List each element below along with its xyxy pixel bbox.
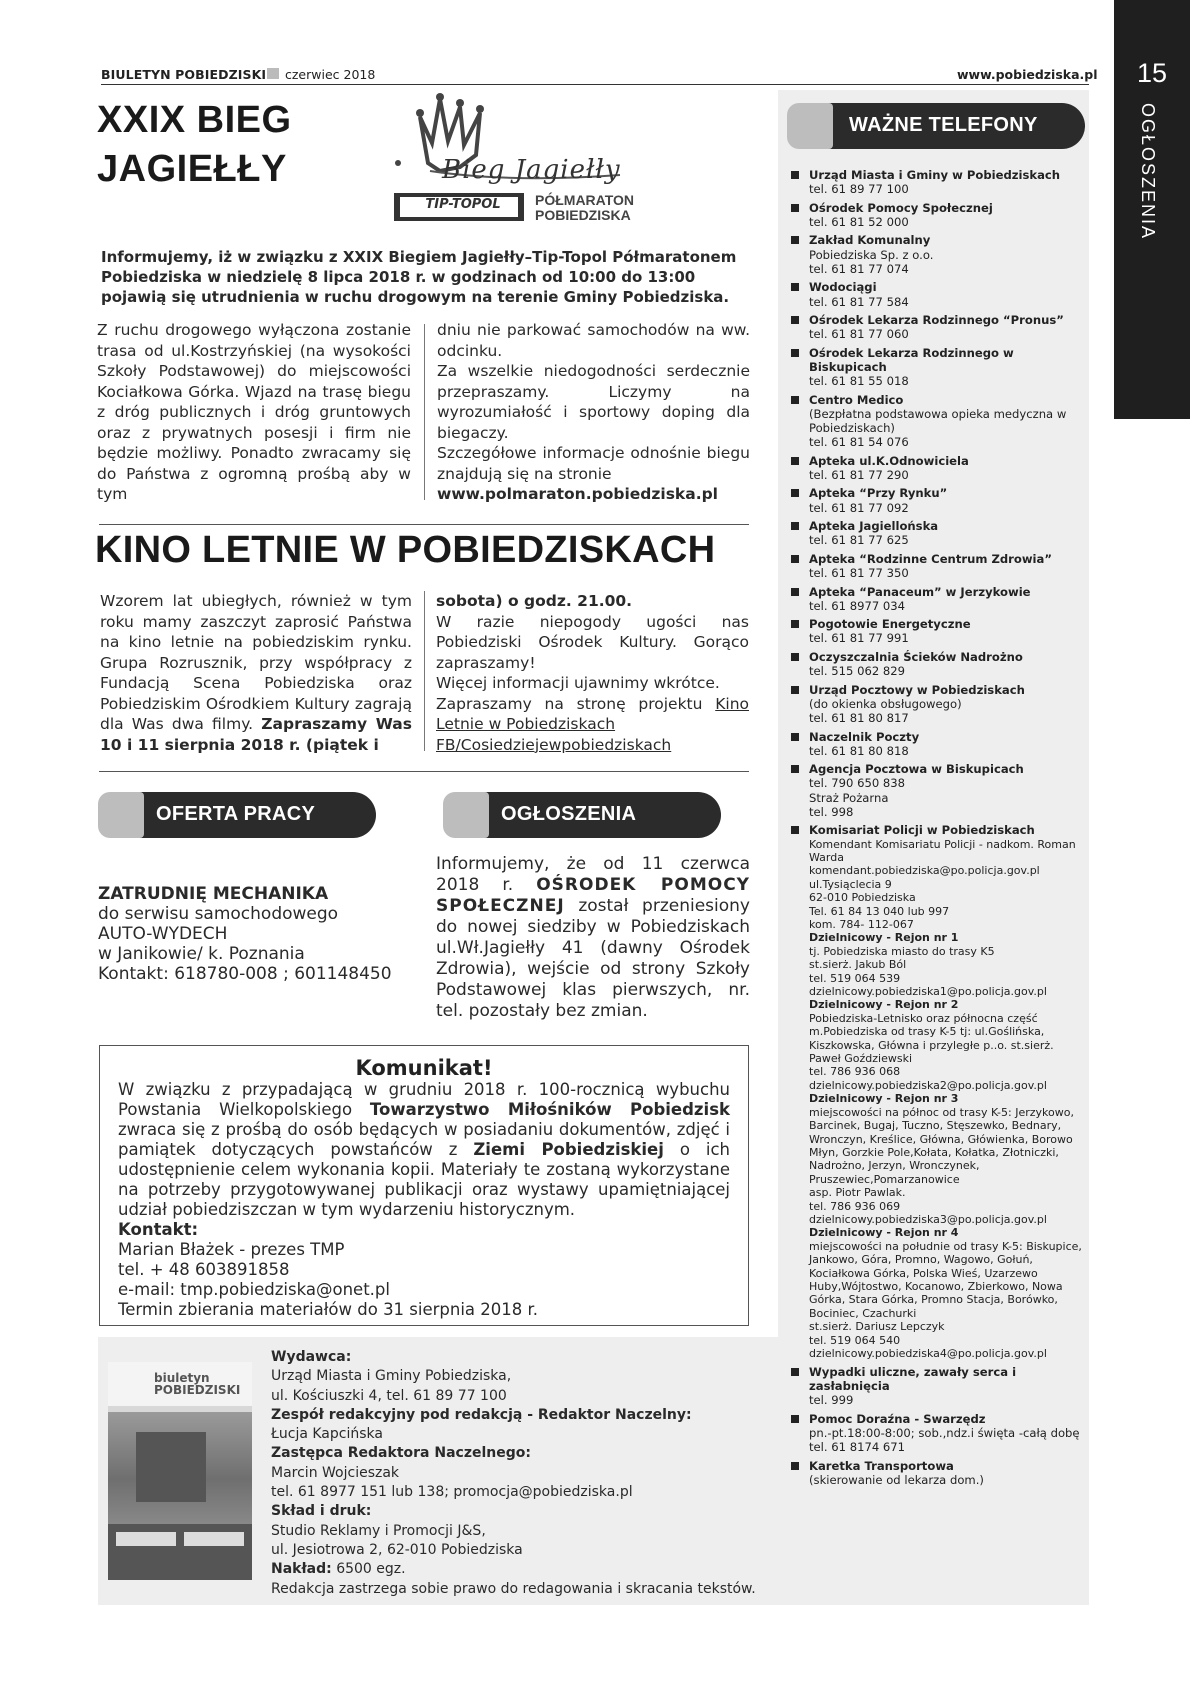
phone-entry-name: Agencja Pocztowa w Biskupicach <box>809 762 1024 777</box>
bieg-col2-a: dniu nie parkować samochodów na ww. odcinku. <box>437 321 750 360</box>
komunikat-p2-bold: Ziemi Pobiedziskiej <box>473 1140 664 1159</box>
bullet-icon <box>791 1462 799 1470</box>
phone-entry-line: asp. Piotr Pawlak. <box>809 1186 906 1200</box>
ogloszenia-header <box>443 792 721 838</box>
phone-entry-line: tel. 61 81 52 000 <box>809 214 909 229</box>
ogloszenia-text-c: nr. tel. pozostały bez zmian. <box>436 980 750 1021</box>
phone-entry-name: Ośrodek Lekarza Rodzinnego “Pronus” <box>809 313 1064 328</box>
imp-l3: ul. Kościuszki 4, tel. 61 89 77 100 <box>271 1387 507 1404</box>
phone-list-item <box>788 346 1083 389</box>
phone-entry-line: tel. 61 81 80 818 <box>809 743 909 758</box>
phone-entry-line: (skierowanie od lekarza dom.) <box>809 1472 984 1487</box>
phone-entry-line: st.sierż. Jakub Ból <box>809 958 907 972</box>
kino-col2-c: Zapraszamy na stronę projektu <box>436 694 703 713</box>
impressum-box <box>98 1337 778 1605</box>
phone-entry-line: miejscowości na północ od trasy K-5: Jerzykowo, Barcinek, Bugaj, Tuczno, Stęszewko, Bednary, Wronczyn, Kreślice, Główna, Główienka, Borowo Młyn, Gorzkie Pole,Kołata, Kołatka, Złotniczki, Nadrożno, Jerzyn, Wronczynek, Pruszewiec,Pomarzanowice <box>809 1105 1074 1186</box>
phone-entry-name: Urząd Miasta i Gminy w Pobiedziskach <box>809 168 1061 182</box>
bieg-col2-c: Szczegółowe informacje odnośnie biegu znajdują się na stronie <box>437 444 750 483</box>
cover-block <box>184 1532 244 1546</box>
logo-sub1: PÓŁMARATON <box>535 192 635 208</box>
cover-block <box>116 1532 176 1546</box>
bullet-icon <box>791 283 799 291</box>
bullet-icon <box>791 588 799 596</box>
phone-entry-line: tel. 999 <box>809 1393 854 1408</box>
oferta-header <box>98 792 376 838</box>
kino-col1-text: Wzorem lat ubiegłych, również w tym roku mamy zaszczyt zaprosić Państwa na kino letnie na pobiedziskim rynku. Grupa Rozrusznik, przy współpracy z Fundacją Scena Pobiedziska oraz Pobiedziskim Ośrodkiem Kultury zagrają dla Was dwa filmy. <box>100 592 412 733</box>
phone-entry-line: kom. 784- 112-067 <box>809 918 914 932</box>
header-square <box>443 792 489 838</box>
section-label: OGŁOSZENIA <box>1138 103 1158 241</box>
phone-entry-line: Dzielnicowy - Rejon nr 2 <box>809 998 959 1012</box>
bullet-icon <box>791 1415 799 1423</box>
phone-entry-line: Dzielnicowy - Rejon nr 1 <box>809 931 959 945</box>
phone-entry-name: Apteka “Panaceum” w Jerzykowie <box>809 584 1031 599</box>
phone-entry-line: tel. 519 064 540 <box>809 1333 901 1347</box>
phone-entry-line: Komendant Komisariatu Policji - nadkom. Roman Warda <box>809 837 1076 864</box>
phone-entry-line: Tel. 61 84 13 040 lub 997 <box>809 904 950 918</box>
phone-entry-name: Komisariat Policji w Pobiedziskach <box>809 823 1035 838</box>
ogloszenia-text-b: został przeniesiony do nowej siedziby w Pobiedziskach ul.Wł.Jagiełły 41 (dawny Ośrodek Zdrowia), wejście od strony Szkoły Podstawowej klas pierwszych, <box>436 896 750 1000</box>
komunikat-contact2: tel. + 48 603891858 <box>118 1260 290 1279</box>
phone-entry-line: tel. 998 <box>809 804 854 819</box>
phone-entry-line: Pobiedziska Sp. z o.o. <box>809 247 934 262</box>
phone-entry-name: Urząd Pocztowy w Pobiedziskach <box>809 682 1025 697</box>
komunikat-p1-bold: Towarzystwo Miłośników Pobiedzisk <box>369 1100 730 1119</box>
phone-entry-name: Apteka “Przy Rynku” <box>809 486 948 501</box>
bieg-title-line2: JAGIEŁŁY <box>97 148 287 190</box>
bullet-icon <box>791 457 799 465</box>
bulletin-title: BIULETYN POBIEDZISKI <box>101 67 267 82</box>
komunikat-contact3[interactable]: e-mail: tmp.pobiedziska@onet.pl <box>118 1280 390 1299</box>
logo-subtitle <box>535 193 634 223</box>
phone-list-item <box>788 168 1083 196</box>
bieg-title <box>97 96 292 194</box>
logo-sponsor: TIP-TOPOL <box>425 197 501 212</box>
website-url[interactable]: www.pobiedziska.pl <box>957 67 1098 82</box>
phone-list-item <box>788 201 1083 229</box>
kino-col1 <box>100 591 412 755</box>
phone-list-item <box>788 683 1083 726</box>
oferta-line2: do serwisu samochodowego <box>98 904 339 924</box>
phone-entry-name: Oczyszczalnia Ścieków Nadrożno <box>809 649 1023 664</box>
imp-l12b: 6500 egz. <box>331 1561 406 1578</box>
komunikat-contact4: Termin zbierania materiałów do 31 sierpnia 2018 r. <box>118 1300 539 1319</box>
bullet-icon <box>791 171 799 179</box>
phone-list-item <box>788 1459 1083 1487</box>
phone-entry-line: tel. 61 81 77 625 <box>809 533 909 548</box>
imp-l7: Marcin Wojcieszak <box>271 1464 400 1481</box>
phone-entry-name: Wypadki uliczne, zawały serca i zasłabnięcia <box>809 1364 1017 1393</box>
phone-entry-line: tel. 61 81 77 074 <box>809 261 909 276</box>
ogloszenia-header-label: OGŁOSZENIA <box>501 803 637 825</box>
imp-l4: Zespół redakcyjny pod redakcją - Redaktor Naczelny: <box>271 1406 692 1423</box>
imp-l11: ul. Jesiotrowa 2, 62-010 Pobiedziska <box>271 1541 523 1558</box>
page-number: 15 <box>1136 58 1168 88</box>
phone-entry-line: tel. 515 062 829 <box>809 664 906 679</box>
phone-entry-line: tel. 61 81 77 092 <box>809 500 909 515</box>
phone-entry-line[interactable]: komendant.pobiedziska@po.policja.gov.pl <box>809 864 1040 878</box>
phone-entry-name: Apteka ul.K.Odnowiciela <box>809 453 969 468</box>
imp-l6: Zastępca Redaktora Naczelnego: <box>271 1445 531 1462</box>
bullet-icon <box>791 204 799 212</box>
kino-col2-bold: sobota) o godz. 21.00. <box>436 592 633 610</box>
phone-list-item <box>788 730 1083 758</box>
phone-entry-line: tel. 786 936 069 <box>809 1199 901 1213</box>
imp-l8: tel. 61 8977 151 lub 138; promocja@pobiedziska.pl <box>271 1484 633 1501</box>
column-divider <box>424 324 425 500</box>
bieg-col1: Z ruchu drogowego wyłączona zostanie trasa od ul.Kostrzyńskiej (na wysokości Szkoły Podstawowej) do miejscowości Kociałkowa Górka. Wjazd na trasę biegu z dróg publicznych i dróg gruntowych oraz z prywatnych posesji i firm nie będzie możliwy. Ponadto zwracamy się do Państwa z ogromną prośbą aby w tym <box>97 321 411 503</box>
logo-script: Bieg Jagiełły <box>442 155 621 185</box>
phone-entry-line: tel. 61 89 77 100 <box>809 182 909 197</box>
phone-entry-name: Ośrodek Pomocy Społecznej <box>809 200 993 215</box>
phone-entry-name: Wodociągi <box>809 280 877 295</box>
oferta-line5: Kontakt: 618780-008 ; 601148450 <box>98 964 392 984</box>
imp-l5: Łucja Kapcińska <box>271 1426 383 1443</box>
cover-title: biuletyn POBIEDZISKI <box>154 1371 241 1397</box>
imp-l2: Urząd Miasta i Gminy Pobiedziska, <box>271 1368 512 1385</box>
phone-list-item <box>788 486 1083 514</box>
phone-entry-line[interactable]: dzielnicowy.pobiedziska2@po.policja.gov.pl <box>809 1078 1047 1092</box>
bullet-icon <box>791 765 799 773</box>
phone-entry-line: tel. 61 8977 034 <box>809 598 906 613</box>
komunikat-p2: zwraca się z prośbą do osób będących w posiadaniu dokumentów, zdjęć i pamiątek dotyczących powstańców z <box>118 1120 730 1159</box>
phone-entry-line: tel. 61 81 77 290 <box>809 467 909 482</box>
header-square <box>98 792 144 838</box>
phone-entry-line[interactable]: dzielnicowy.pobiedziska1@po.policja.gov.pl <box>809 985 1047 999</box>
phone-list-item <box>788 617 1083 645</box>
ogloszenia-body <box>436 854 750 1022</box>
important-phones-box <box>778 90 1089 1605</box>
kino-rule-bottom <box>99 771 749 772</box>
oferta-header-label: OFERTA PRACY <box>156 803 316 825</box>
phone-entry-line[interactable]: dzielnicowy.pobiedziska3@po.policja.gov.pl <box>809 1212 1047 1226</box>
bullet-icon <box>791 826 799 834</box>
bieg-title-line1: XXIX BIEG <box>97 99 292 141</box>
bullet-icon <box>791 349 799 357</box>
cover-building <box>136 1432 206 1502</box>
logo-sub2: POBIEDZISKA <box>535 207 631 223</box>
phone-entry-name: Zakład Komunalny <box>809 233 931 248</box>
bieg-col2-b: Za wszelkie niedogodności serdecznie przepraszamy. Liczymy na wyrozumiałość i sportowy doping dla biegaczy. <box>437 362 750 442</box>
phone-entry-line: Dzielnicowy - Rejon nr 4 <box>809 1226 959 1240</box>
phone-entry-line: (do okienka obsługowego) <box>809 696 962 711</box>
phone-entry-line[interactable]: dzielnicowy.pobiedziska4@po.policja.gov.pl <box>809 1347 1047 1361</box>
bullet-icon <box>791 316 799 324</box>
phone-entry-name: Pogotowie Energetyczne <box>809 617 971 632</box>
bieg-lead: Informujemy, iż w związku z XXIX Biegiem Jagiełły–Tip-Topol Półmaratonem Pobiedziska w niedzielę 8 lipca 2018 r. w godzinach od 10:00 do 13:00 pojawią się utrudnienia w ruchu drogowym na terenie Gminy Pobiedziska. <box>101 248 737 306</box>
telefony-header <box>787 103 1085 149</box>
kino-col2-b: Więcej informacji ujawnimy wkrótce. <box>436 674 720 692</box>
phone-entry-line: (Bezpłatna podstawowa opieka medyczna w Pobiedziskach) <box>809 406 1067 436</box>
phone-entry-line: tel. 61 81 77 991 <box>809 631 909 646</box>
phone-entry-line: tel. 61 81 80 817 <box>809 711 909 726</box>
phone-list-item <box>788 650 1083 678</box>
kino-col2 <box>436 591 749 755</box>
section-tab <box>1114 0 1190 419</box>
ogloszenia-bold: OŚRODEK POMOCY SPOŁECZNEJ <box>436 875 750 916</box>
phone-entry-line: tel. 61 81 54 076 <box>809 435 909 450</box>
komunikat-p3: o ich udostępnienie celem wykonania kopii. Materiały te zostaną wykorzystane na potrzeby przygotowywanej publikacji oraz wystawy upamiętniającej udział pobiedziszczan w tym wydarzeniu historycznym. <box>118 1140 731 1219</box>
phone-entry-line: tel. 790 650 838 <box>809 776 906 791</box>
imp-l12a: Nakład: <box>271 1561 332 1578</box>
phone-entry-line: st.sierż. Dariusz Lepczyk <box>809 1320 945 1334</box>
komunikat-contact-label: Kontakt: <box>118 1220 199 1239</box>
phone-list-item <box>788 280 1083 308</box>
phone-entry-name: Ośrodek Lekarza Rodzinnego w Biskupicach <box>809 345 1014 374</box>
bullet-icon <box>791 555 799 563</box>
phone-entry-line: miejscowości na południe od trasy K-5: Biskupice, Jankowo, Góra, Promno, Wagowo, Gołuń, Kociałkowa Górka, Polska Wieś, Uzarzewo Huby,Wójtostwo, Kocanowo, Zbierkowo, Nowa Górka, Stara Górka, Promno Stacja, Borówko, Bociniec, Czachurki <box>809 1239 1082 1320</box>
phone-list-item <box>788 585 1083 613</box>
phone-list-item <box>788 552 1083 580</box>
phone-entry-line: tel. 61 8174 671 <box>809 1440 906 1455</box>
phone-entry-name: Pomoc Doraźna - Swarzędz <box>809 1411 986 1426</box>
imp-l1: Wydawca: <box>271 1349 352 1365</box>
polmaraton-link[interactable]: www.polmaraton.pobiedziska.pl <box>437 485 718 503</box>
phone-list-item <box>788 519 1083 547</box>
phone-list-item <box>788 823 1083 1360</box>
bullet-icon <box>791 489 799 497</box>
phone-entry-line: tel. 61 81 77 060 <box>809 327 909 342</box>
phone-entry-line: ul.Tysiąclecia 9 <box>809 877 892 891</box>
phone-entry-line: Straż Pożarna <box>809 790 889 805</box>
header-square <box>787 103 833 149</box>
kino-col1-bold: Zapraszamy Was 10 i 11 sierpnia 2018 r. (piątek i <box>100 715 412 754</box>
issue-date: czerwiec 2018 <box>285 67 376 82</box>
bulletin-cover-image <box>108 1362 252 1580</box>
phone-list-item <box>788 313 1083 341</box>
oferta-line1: ZATRUDNIĘ MECHANIKA <box>98 884 329 904</box>
header-separator <box>267 68 279 79</box>
ogloszenia-text-a: Informujemy, że od 11 czerwca 2018 r. <box>436 854 750 895</box>
phone-entry-line: Pobiedziska-Letnisko oraz północna część m.Pobiedziska od trasy K-5 tj: ul.Goślińska, Kiszkowska, Główna i przyległe p..o. st.sierż. Paweł Goździewski <box>809 1011 1054 1066</box>
bullet-icon <box>791 236 799 244</box>
kino-project-link[interactable]: Kino Letnie w Pobiedziskach <box>436 694 749 733</box>
phone-entry-line: Dzielnicowy - Rejon nr 3 <box>809 1092 959 1106</box>
column-divider <box>424 591 425 751</box>
phone-entry-name: Karetka Transportowa <box>809 1458 954 1473</box>
kino-title: KINO LETNIE W POBIEDZISKACH <box>95 529 716 571</box>
kino-rule-top <box>99 524 749 525</box>
phone-entry-line: tj. Pobiedziska miasto do trasy K5 <box>809 944 995 958</box>
kino-fb-link[interactable]: FB/Cosiedziejewpobiedziskach <box>436 735 672 754</box>
bullet-icon <box>791 620 799 628</box>
bullet-icon <box>791 733 799 741</box>
oferta-line3: AUTO-WYDECH <box>98 924 228 944</box>
telefony-header-label: WAŻNE TELEFONY <box>849 114 1038 136</box>
phone-entry-name: Apteka Jagiellońska <box>809 519 939 534</box>
phone-list-item <box>788 1365 1083 1408</box>
phone-list-item <box>788 393 1083 450</box>
kino-col2-a: W razie niepogody ugości nas Pobiedziski Ośrodek Kultury. Gorąco zapraszamy! <box>436 612 749 672</box>
imp-l9: Skład i druk: <box>271 1503 372 1520</box>
phone-entry-name: Naczelnik Poczty <box>809 729 920 744</box>
bullet-icon <box>791 522 799 530</box>
komunikat-box <box>99 1045 749 1326</box>
komunikat-title: Komunikat! <box>355 1056 493 1080</box>
phone-list-item <box>788 1412 1083 1455</box>
header-rule <box>101 84 1089 85</box>
phone-entry-line: pn.-pt.18:00-8:00; sob.,ndz.i święta -całą dobę <box>809 1425 1080 1440</box>
phone-entry-name: Apteka “Rodzinne Centrum Zdrowia” <box>809 551 1052 566</box>
phone-entry-line: 62-010 Pobiedziska <box>809 891 916 905</box>
phone-list-item <box>788 762 1083 819</box>
bullet-icon <box>791 653 799 661</box>
komunikat-body <box>118 1080 730 1320</box>
phone-entry-line: tel. 61 81 77 350 <box>809 566 909 581</box>
komunikat-p1: W związku z przypadającą w grudniu 2018 r. 100-rocznicą wybuchu Powstania Wielkopolskiego <box>118 1080 730 1119</box>
oferta-line4: w Janikowie/ k. Poznania <box>98 944 305 964</box>
bullet-icon <box>791 396 799 404</box>
phone-list-item <box>788 233 1083 276</box>
impressum-text <box>271 1348 771 1599</box>
phone-entry-line: tel. 61 81 77 584 <box>809 294 909 309</box>
bullet-icon <box>791 1368 799 1376</box>
phone-entry-line: tel. 61 81 55 018 <box>809 374 909 389</box>
imp-l10: Studio Reklamy i Promocji J&S, <box>271 1522 486 1539</box>
phone-list-item <box>788 454 1083 482</box>
oferta-body <box>98 884 392 984</box>
imp-l13: Redakcja zastrzega sobie prawo do redagowania i skracania tekstów. <box>271 1580 756 1597</box>
phone-entry-line: tel. 519 064 539 <box>809 971 901 985</box>
bullet-icon <box>791 686 799 694</box>
komunikat-contact1: Marian Błażek - prezes TMP <box>118 1240 345 1259</box>
bieg-logo <box>390 93 660 229</box>
phone-entry-line: tel. 786 936 068 <box>809 1065 901 1079</box>
phone-list <box>788 168 1083 1491</box>
bieg-col2 <box>437 320 750 505</box>
phone-entry-name: Centro Medico <box>809 392 904 407</box>
